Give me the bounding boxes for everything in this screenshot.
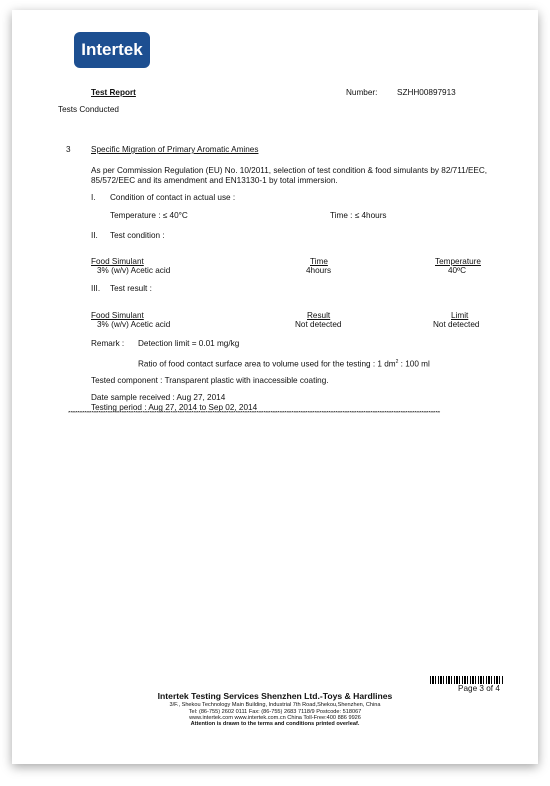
result-header-result: Result	[307, 311, 331, 320]
result-cell-simulant: 3% (w/v) Acetic acid	[97, 320, 171, 329]
remark-text: Detection limit = 0.01 mg/kg	[138, 339, 240, 348]
step3-number: III.	[91, 284, 101, 293]
step2-number: II.	[91, 231, 98, 240]
intertek-logo: Intertek	[74, 32, 150, 68]
cond-header-time: Time	[310, 257, 328, 266]
ratio-text-end: : 100 ml	[398, 359, 430, 369]
barcode	[430, 676, 504, 684]
number-value: SZHH00897913	[397, 88, 456, 97]
result-cell-limit: Not detected	[433, 320, 480, 329]
page-number: Page 3 of 4	[458, 684, 500, 693]
report-label: Test Report	[91, 88, 136, 97]
section-title: Tests Conducted	[58, 105, 119, 114]
footer-company: Intertek Testing Services Shenzhen Ltd.-Toys & Hardlines	[157, 691, 393, 701]
intro-line-1: As per Commission Regulation (EU) No. 10/2011, selection of test condition & food simulants by 82/711/EEC,	[91, 166, 488, 175]
document-page	[12, 10, 538, 764]
cond-header-temperature: Temperature	[435, 257, 481, 266]
time-condition: Time : ≤ 4hours	[330, 211, 387, 220]
result-header-simulant: Food Simulant	[91, 311, 144, 320]
test-index: 3	[66, 145, 71, 154]
result-header-limit: Limit	[451, 311, 469, 320]
asterisk-separator: ****************************************************************************************************************************************************************	[68, 411, 440, 416]
ratio-text-start: Ratio of food contact surface area to volume used for the testing : 1 dm	[138, 359, 396, 369]
step2-label: Test condition :	[110, 231, 165, 240]
footer-contact: Tel: (86-755) 2602 0111 Fax: (86-755) 2683 7118/9 Postcode: 518067	[188, 709, 362, 715]
ratio-superscript: 2	[395, 359, 399, 365]
remark-label: Remark :	[91, 339, 125, 348]
tested-component: Tested component : Transparent plastic with inaccessible coating.	[91, 376, 329, 385]
number-label: Number:	[346, 88, 378, 97]
temperature-condition: Temperature : ≤ 40°C	[110, 211, 188, 220]
step1-number: I.	[91, 193, 96, 202]
cond-cell-time: 4hours	[306, 266, 332, 275]
footer-attention: Attention is drawn to the terms and conditions printed overleaf.	[190, 721, 360, 727]
footer-web: www.intertek.com www.intertek.com.cn China Toll-Free:400 886 9926	[189, 715, 361, 721]
test-title: Specific Migration of Primary Aromatic Amines	[91, 145, 259, 154]
testing-period: Testing period : Aug 27, 2014 to Sep 02, 2014	[91, 403, 258, 412]
step3-label: Test result :	[110, 284, 152, 293]
intro-line-2: 85/572/EEC and its amendment and EN13130-1 by total immersion.	[91, 176, 338, 185]
cond-cell-temperature: 40ºC	[448, 266, 467, 275]
ratio-text	[138, 357, 430, 370]
cond-cell-simulant: 3% (w/v) Acetic acid	[97, 266, 171, 275]
result-cell-result: Not detected	[295, 320, 342, 329]
date-received: Date sample received : Aug 27, 2014	[91, 393, 226, 402]
cond-header-simulant: Food Simulant	[91, 257, 144, 266]
step1-label: Condition of contact in actual use :	[110, 193, 236, 202]
footer-address: 3/F., Shekou Technology Main Building, Industrial 7th Road,Shekou,Shenzhen, China	[169, 702, 381, 708]
